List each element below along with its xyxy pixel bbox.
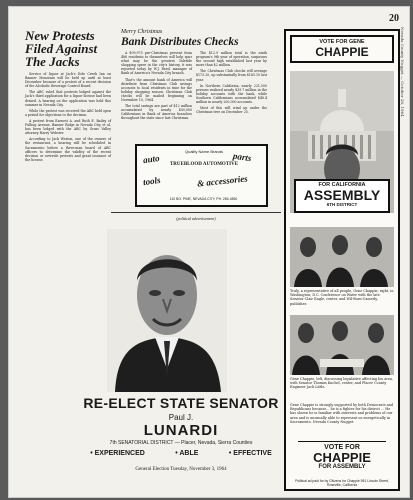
page-number: 20 — [389, 13, 399, 24]
bank-paragraph: Most of this will wind up under the Christmas tree on December 25. — [196, 106, 267, 115]
vote-chappie-banner — [290, 35, 394, 63]
candidate-last-name: LUNARDI — [143, 422, 219, 439]
senator-portrait-drawing — [107, 229, 227, 392]
vote-chappie-bottom — [298, 441, 386, 475]
newspaper-page — [8, 6, 410, 498]
protests-paragraph: The ABC ruled that protests lodged against the Jack's third application for a liquor license had been denied. A hearing on the application was held this summer in Nevada City. — [25, 90, 111, 107]
senator-portrait — [107, 229, 227, 392]
bank-paragraph: A $99,975 pre-Christmas present from 486 residents to themselves will help spur what may be the greatest Yuletide shopping spree in the city's history, it was reported today by W.J. Reed, manager of Bank of America's Nevada City branch. — [121, 51, 192, 76]
vote-for-gene: VOTE FOR GENE — [319, 39, 365, 45]
protests-paragraph: According to Jack Weston, one of the owners of the restaurant, a hearing will be scheduled in Sacramento before a three-man board of ABC officers to determine the validity of the recent decision or overrule protests and grant issuance of the license. — [25, 137, 111, 162]
ad-address: 110 BO. PINE, NEVADA CITY, PH. 265-4550 — [169, 197, 238, 201]
for-california-assembly-box — [294, 179, 390, 213]
legislation-group-photo — [290, 315, 394, 375]
protests-body — [25, 72, 111, 162]
caption-legislation: Gene Chappie, left, discussing legislative affecting his area, with Senator Thomas Kuchel, center, and Placer County Engineer Jack Little. — [290, 377, 393, 390]
candidate-first-name: Paul J. — [168, 413, 194, 422]
for-california: FOR CALIFORNIA — [318, 182, 366, 188]
trait-able: • ABLE — [175, 450, 199, 457]
section-divider — [111, 212, 281, 213]
page-side-caption: Nevada County Nugget — October 28, 1964 — [400, 27, 405, 117]
paid-by-line: Political ad paid for by Citizens for Chappie 951 Lincoln Street, Roseville, California — [295, 479, 389, 487]
bank-kicker: Merry Christmas — [121, 29, 163, 35]
caption-washington: Truly, a representative of all people, Gene Chappie, right, in Washington, D.C. Conference on Water with the late Senator Clair Engle, center, and Wil-Born-Camerly, publisher. — [290, 289, 394, 306]
political-ad-caption: (political advertisement) — [176, 216, 216, 221]
trueblood-ad — [135, 144, 268, 207]
chappie-ad — [284, 29, 400, 491]
chappie-name-top: CHAPPIE — [315, 45, 369, 59]
bank-paragraph: The $12.9 million total is the ninth program's 9th year of operation, surpasses the second high established last year by more than $2 million. — [196, 51, 267, 68]
for-assembly: FOR ASSEMBLY — [318, 464, 366, 470]
ad-business-name: TRUEBLOOD AUTOMOTIVE — [169, 162, 239, 167]
ad-word-auto: auto — [142, 152, 161, 166]
bank-article — [121, 29, 267, 123]
bank-paragraph: In Northern California, nearly 221,500 persons realized nearly $39.7 million in the holiday accounts with the bank, while Southern Californians accumulated $48.4 million in nearly 200,000 accounts. — [196, 83, 267, 105]
protests-paragraph: Service of liquor at Jack's Dole Creek Inn on Banner Mountain will be held up until at least December because of a protest of a recent decision of the Alcoholic Beverage Control Board. — [25, 72, 111, 89]
protests-headline: New Protests Filed Against The Jacks — [25, 28, 98, 69]
protests-paragraph: A protest from Earnest A. and Ruth E. Bailey of Fulling Avenue, Banner Ridge in Nevada City, et al, has been lodged with the ABC by Grass Valley attorney Harry Webster. — [25, 118, 111, 136]
vote-for: VOTE FOR — [324, 444, 360, 451]
ad-word-accessories: & accessories — [196, 173, 249, 189]
chappie-name-bottom: CHAPPIE — [313, 450, 371, 465]
bank-column-2 — [196, 51, 267, 123]
sixth-district: 6TH DISTRICT — [326, 202, 358, 207]
ad-quality-line: Quality Name Brands — [184, 149, 223, 154]
bank-column-1 — [121, 51, 192, 123]
bank-body — [121, 51, 267, 123]
group-photo-drawing — [290, 227, 394, 287]
group-photo-drawing — [290, 315, 394, 375]
reelect-heading: RE-ELECT STATE SENATOR — [83, 395, 279, 411]
bank-headline: Bank Distributes Checks — [121, 36, 239, 48]
bank-paragraph: The total savings are part of $12 million accumulated by nearly 400,000 Californians in Bank of America branches throughout the state since last Christmas. — [121, 104, 192, 121]
election-date: General Election Tuesday, November 3, 1964 — [135, 467, 227, 472]
candidate-traits — [75, 450, 287, 457]
ad-word-tools: tools — [142, 174, 162, 188]
protests-paragraph: While the protest was received the ABC held open a period for objections to the decision. — [25, 108, 111, 117]
trait-effective: • EFFECTIVE — [228, 450, 272, 457]
ad-word-parts: parts — [232, 150, 253, 164]
protests-article — [25, 29, 111, 164]
bank-paragraph: The Christmas Club checks will average $175.20, up substantially from $165.10 last year. — [196, 69, 267, 82]
caption-support: Gene Chappie is strongly supported by both Democrats and Republicans because... he is a fighter for his district ... He has shown he is familiar with interests and problems of our area and is unusually able to represent us energetically in Sacramento. Nevada County Nugget. — [290, 403, 394, 424]
assembly-title: ASSEMBLY — [303, 187, 381, 203]
senatorial-district: 7th SENATORIAL DISTRICT — Placer, Nevada, Sierra Counties — [109, 440, 253, 446]
washington-group-photo — [290, 227, 394, 287]
trait-experienced: • EXPERIENCED — [90, 450, 145, 457]
bank-paragraph: That's the amount bank of America will distribute from Christmas Club savings accounts to local residents in time for the holiday shopping season. Christmas Club checks will be mailed beginning on November 15, 1964. — [121, 77, 192, 103]
